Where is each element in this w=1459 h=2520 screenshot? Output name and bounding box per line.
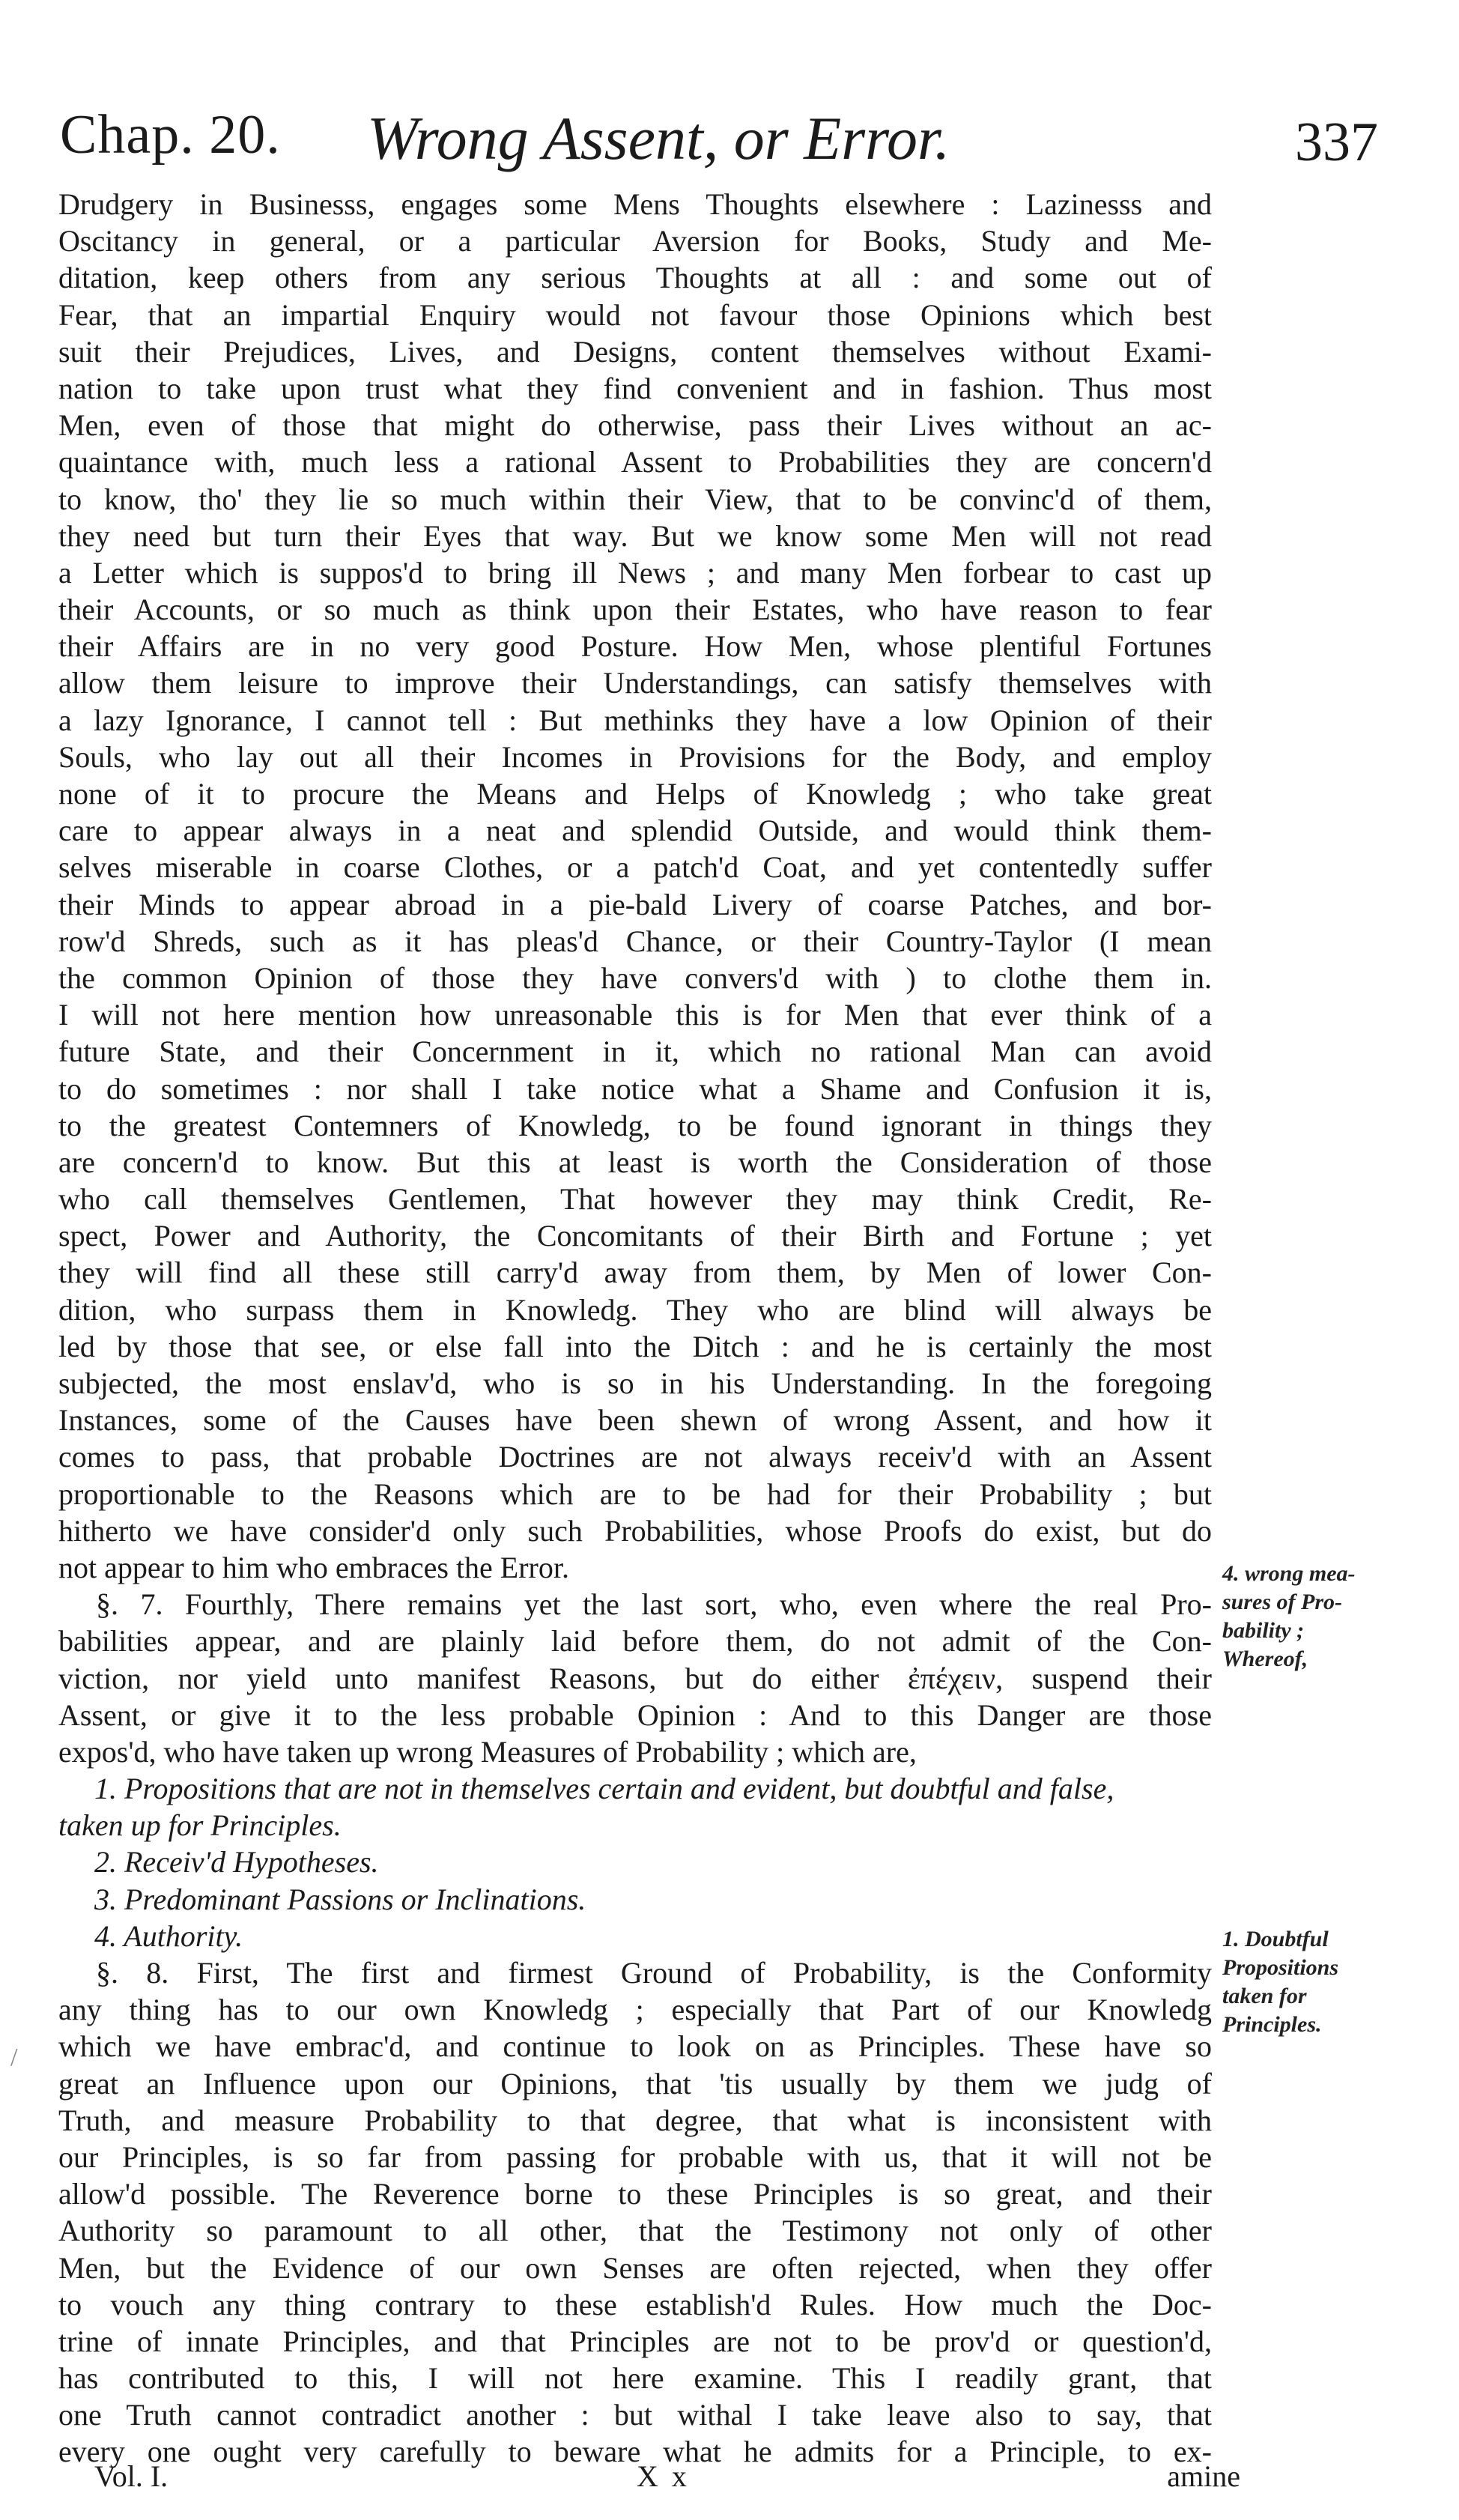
section-8-line: great an Influence upon our Opinions, that 'tis usually by them we judg of <box>58 2066 1212 2100</box>
text-line: future State, and their Concernment in it, which no rational Man can avoid <box>58 1035 1212 1069</box>
section-8-line: which we have embrac'd, and continue to look on as Principles. These have so <box>58 2029 1212 2064</box>
marginal-note-line: 1. Doubtful <box>1222 1927 1329 1951</box>
text-line: a lazy Ignorance, I cannot tell : But methinks they have a low Opinion of their <box>58 703 1212 737</box>
text-line: Fear, that an impartial Enquiry would not favour those Opinions which best <box>58 297 1212 332</box>
text-line: Drudgery in Businesss, engages some Mens Thoughts elsewhere : Lazinesss and <box>58 187 1212 221</box>
section-8-line: to vouch any thing contrary to these establish'd Rules. How much the Doc- <box>58 2287 1212 2321</box>
marginal-note-line: bability ; <box>1222 1618 1305 1643</box>
running-head <box>60 103 1378 186</box>
text-line: proportionable to the Reasons which are to be had for their Probability ; but <box>58 1476 1212 1511</box>
text-line: to the greatest Contemners of Knowledg, to be found ignorant in things they <box>58 1108 1212 1142</box>
marginal-note-line: 4. wrong mea- <box>1222 1561 1356 1586</box>
catchword: amine <box>1167 2459 1240 2493</box>
text-line: are concern'd to know. But this at least is worth the Consideration of those <box>58 1145 1212 1179</box>
list-item: 3. Predominant Passions or Inclinations. <box>94 1882 586 1916</box>
text-line: the common Opinion of those they have convers'd with ) to clothe them in. <box>58 960 1212 995</box>
list-item: 1. Propositions that are not in themselves certain and evident, but doubtful and false, <box>94 1772 1114 1806</box>
text-line: Oscitancy in general, or a particular Aversion for Books, Study and Me- <box>58 224 1212 258</box>
text-line: nation to take upon trust what they find convenient and in fashion. Thus most <box>58 371 1212 405</box>
section-7-line: babilities appear, and are plainly laid before them, do not admit of the Con- <box>58 1624 1212 1659</box>
section-8-line: has contributed to this, I will not here examine. This I readily grant, that <box>58 2361 1212 2396</box>
text-line: to do sometimes : nor shall I take notice what a Shame and Confusion it is, <box>58 1071 1212 1106</box>
text-line: Souls, who lay out all their Incomes in Provisions for the Body, and employ <box>58 739 1212 774</box>
section-7-line: §. 7. Fourthly, There remains yet the last sort, who, even where the real Pro- <box>96 1587 1212 1622</box>
section-8-line: any thing has to our own Knowledg ; especially that Part of our Knowledg <box>58 1993 1212 2027</box>
text-line: comes to pass, that probable Doctrines are not always receiv'd with an Assent <box>58 1440 1212 1474</box>
text-line: dition, who surpass them in Knowledg. They who are blind will always be <box>58 1292 1212 1327</box>
volume-label: Vol. I. <box>94 2459 169 2493</box>
text-line: Men, even of those that might do otherwise, pass their Lives without an ac- <box>58 408 1212 443</box>
signature-mark: X x <box>637 2459 690 2493</box>
text-line: hitherto we have consider'd only such Probabilities, whose Proofs do exist, but do <box>58 1513 1212 1548</box>
section-8-line: our Principles, is so far from passing for probable with us, that it will not be <box>58 2139 1212 2174</box>
list-item: taken up for Principles. <box>58 1808 342 1843</box>
text-line: their Affairs are in no very good Posture. How Men, whose plentiful Fortunes <box>58 629 1212 664</box>
section-8-line: one Truth cannot contradict another : but withal I take leave also to say, that <box>58 2398 1212 2432</box>
section-8-line: §. 8. First, The first and firmest Ground of Probability, is the Conformity <box>96 1956 1212 1990</box>
marginal-note-line: sures of Pro- <box>1222 1590 1343 1614</box>
text-line: their Accounts, or so much as think upon their Estates, who have reason to fear <box>58 593 1212 627</box>
section-8-line: Men, but the Evidence of our own Senses are often rejected, when they offer <box>58 2250 1212 2285</box>
marginal-note-line: Propositions <box>1222 1955 1339 1980</box>
marginal-note-line: Whereof, <box>1222 1647 1308 1671</box>
marginal-note-wrong-measures <box>1222 1560 1395 1674</box>
marginal-note-line: Principles. <box>1222 2012 1322 2037</box>
text-line: none of it to procure the Means and Helps of Knowledg ; who take great <box>58 777 1212 811</box>
list-item: 4. Authority. <box>94 1918 243 1953</box>
page-number: 337 <box>1295 112 1378 173</box>
text-line: allow them leisure to improve their Understandings, can satisfy themselves with <box>58 666 1212 700</box>
stray-pen-mark: / <box>10 2044 18 2071</box>
text-line: they will find all these still carry'd away from them, by Men of lower Con- <box>58 1256 1212 1290</box>
text-line: who call themselves Gentlemen, That however they may think Credit, Re- <box>58 1182 1212 1217</box>
marginal-note-line: taken for <box>1222 1984 1307 2008</box>
section-7-line: Assent, or give it to the less probable Opinion : And to this Danger are those <box>58 1697 1212 1732</box>
text-line: their Minds to appear abroad in a pie-bald Livery of coarse Patches, and bor- <box>58 887 1212 921</box>
section-8-line: Authority so paramount to all other, that the Testimony not only of other <box>58 2214 1212 2248</box>
running-title: Wrong Assent, or Error. <box>367 104 950 172</box>
section-8-line: Truth, and measure Probability to that degree, that what is inconsistent with <box>58 2103 1212 2137</box>
text-line: not appear to him who embraces the Error. <box>58 1550 569 1584</box>
text-line: quaintance with, much less a rational Assent to Probabilities they are concern'd <box>58 445 1212 479</box>
section-7-line: expos'd, who have taken up wrong Measures of Probability ; which are, <box>58 1734 917 1769</box>
text-line: a Letter which is suppos'd to bring ill News ; and many Men forbear to cast up <box>58 555 1212 590</box>
text-line: subjected, the most enslav'd, who is so in his Understanding. In the foregoing <box>58 1366 1212 1400</box>
section-8-line: trine of innate Principles, and that Principles are not to be prov'd or question'd, <box>58 2324 1212 2358</box>
section-7-line: viction, nor yield unto manifest Reasons, but do either ἐπέχειν, suspend their <box>58 1661 1212 1695</box>
main-text <box>58 186 1212 2471</box>
text-line: care to appear always in a neat and splendid Outside, and would think them- <box>58 814 1212 848</box>
marginal-note-doubtful-propositions <box>1222 1925 1395 2039</box>
text-line: selves miserable in coarse Clothes, or a patch'd Coat, and yet contentedly suffer <box>58 850 1212 885</box>
text-line: Instances, some of the Causes have been shewn of wrong Assent, and how it <box>58 1403 1212 1438</box>
text-line: I will not here mention how unreasonable this is for Men that ever think of a <box>58 998 1212 1032</box>
text-line: led by those that see, or else fall into the Ditch : and he is certainly the most <box>58 1329 1212 1363</box>
text-line: they need but turn their Eyes that way. But we know some Men will not read <box>58 518 1212 553</box>
page-footer <box>94 2459 1240 2496</box>
text-line: row'd Shreds, such as it has pleas'd Chance, or their Country-Taylor (I mean <box>58 924 1212 958</box>
chapter-label: Chap. 20. <box>60 104 281 166</box>
text-line: ditation, keep others from any serious Thoughts at all : and some out of <box>58 261 1212 295</box>
section-8-line: every one ought very carefully to beware what he admits for a Principle, to ex- <box>58 2435 1212 2469</box>
text-line: spect, Power and Authority, the Concomitants of their Birth and Fortune ; yet <box>58 1219 1212 1253</box>
section-8-line: allow'd possible. The Reverence borne to these Principles is so great, and their <box>58 2177 1212 2211</box>
text-line: to know, tho' they lie so much within their View, that to be convinc'd of them, <box>58 482 1212 516</box>
list-item: 2. Receiv'd Hypotheses. <box>94 1845 379 1880</box>
text-line: suit their Prejudices, Lives, and Designs, content themselves without Exami- <box>58 334 1212 369</box>
